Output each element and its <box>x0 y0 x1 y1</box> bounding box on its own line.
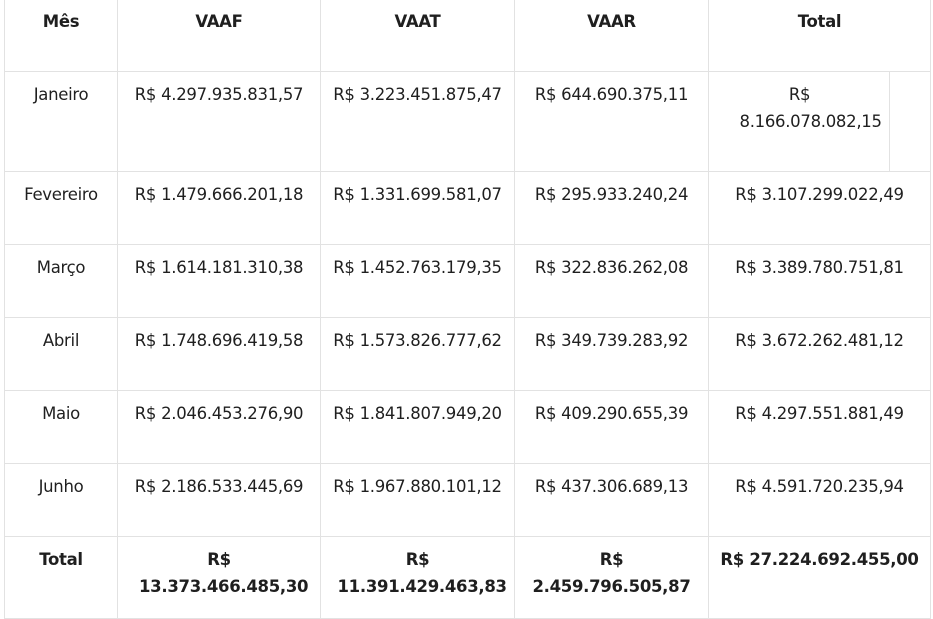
table-row <box>5 172 931 245</box>
vaaf-cell: R$ 2.186.533.445,69 <box>118 464 321 537</box>
cell-divider <box>889 72 890 171</box>
totals-vaar-value: R$ 2.459.796.505,87 <box>532 550 691 596</box>
month-cell: Fevereiro <box>5 172 118 245</box>
monthly-transfers-table <box>4 0 931 619</box>
totals-vaar <box>515 537 709 619</box>
vaat-cell: R$ 1.331.699.581,07 <box>321 172 515 245</box>
total-cell: R$ 3.672.262.481,12 <box>709 318 931 391</box>
vaar-cell: R$ 437.306.689,13 <box>515 464 709 537</box>
vaar-cell: R$ 322.836.262,08 <box>515 245 709 318</box>
vaaf-cell: R$ 1.614.181.310,38 <box>118 245 321 318</box>
header-month: Mês <box>5 0 118 72</box>
header-vaar: VAAR <box>515 0 709 72</box>
table-row <box>5 391 931 464</box>
header-vaat: VAAT <box>321 0 515 72</box>
header-vaaf: VAAF <box>118 0 321 72</box>
table-row <box>5 72 931 172</box>
vaaf-cell: R$ 2.046.453.276,90 <box>118 391 321 464</box>
month-cell: Maio <box>5 391 118 464</box>
total-value: R$ 8.166.078.082,15 <box>739 85 882 131</box>
totals-vaaf-value: R$ 13.373.466.485,30 <box>139 550 309 596</box>
totals-row <box>5 537 931 619</box>
vaat-cell: R$ 1.573.826.777,62 <box>321 318 515 391</box>
vaar-cell: R$ 409.290.655,39 <box>515 391 709 464</box>
totals-grand-total: R$ 27.224.692.455,00 <box>709 537 931 619</box>
total-cell: R$ 4.297.551.881,49 <box>709 391 931 464</box>
vaat-cell: R$ 1.967.880.101,12 <box>321 464 515 537</box>
table-row <box>5 464 931 537</box>
table-row <box>5 245 931 318</box>
totals-vaaf <box>118 537 321 619</box>
vaat-cell: R$ 3.223.451.875,47 <box>321 72 515 172</box>
month-cell: Abril <box>5 318 118 391</box>
totals-vaat <box>321 537 515 619</box>
total-cell <box>709 72 931 172</box>
total-cell: R$ 4.591.720.235,94 <box>709 464 931 537</box>
month-cell: Março <box>5 245 118 318</box>
vaar-cell: R$ 349.739.283,92 <box>515 318 709 391</box>
header-total: Total <box>709 0 931 72</box>
header-row <box>5 0 931 72</box>
vaar-cell: R$ 644.690.375,11 <box>515 72 709 172</box>
table-row <box>5 318 931 391</box>
vaar-cell: R$ 295.933.240,24 <box>515 172 709 245</box>
totals-label: Total <box>5 537 118 619</box>
vaaf-cell: R$ 4.297.935.831,57 <box>118 72 321 172</box>
vaat-cell: R$ 1.841.807.949,20 <box>321 391 515 464</box>
month-cell: Janeiro <box>5 72 118 172</box>
vaat-cell: R$ 1.452.763.179,35 <box>321 245 515 318</box>
total-cell: R$ 3.389.780.751,81 <box>709 245 931 318</box>
total-cell: R$ 3.107.299.022,49 <box>709 172 931 245</box>
totals-vaat-value: R$ 11.391.429.463,83 <box>337 550 507 596</box>
vaaf-cell: R$ 1.748.696.419,58 <box>118 318 321 391</box>
month-cell: Junho <box>5 464 118 537</box>
vaaf-cell: R$ 1.479.666.201,18 <box>118 172 321 245</box>
